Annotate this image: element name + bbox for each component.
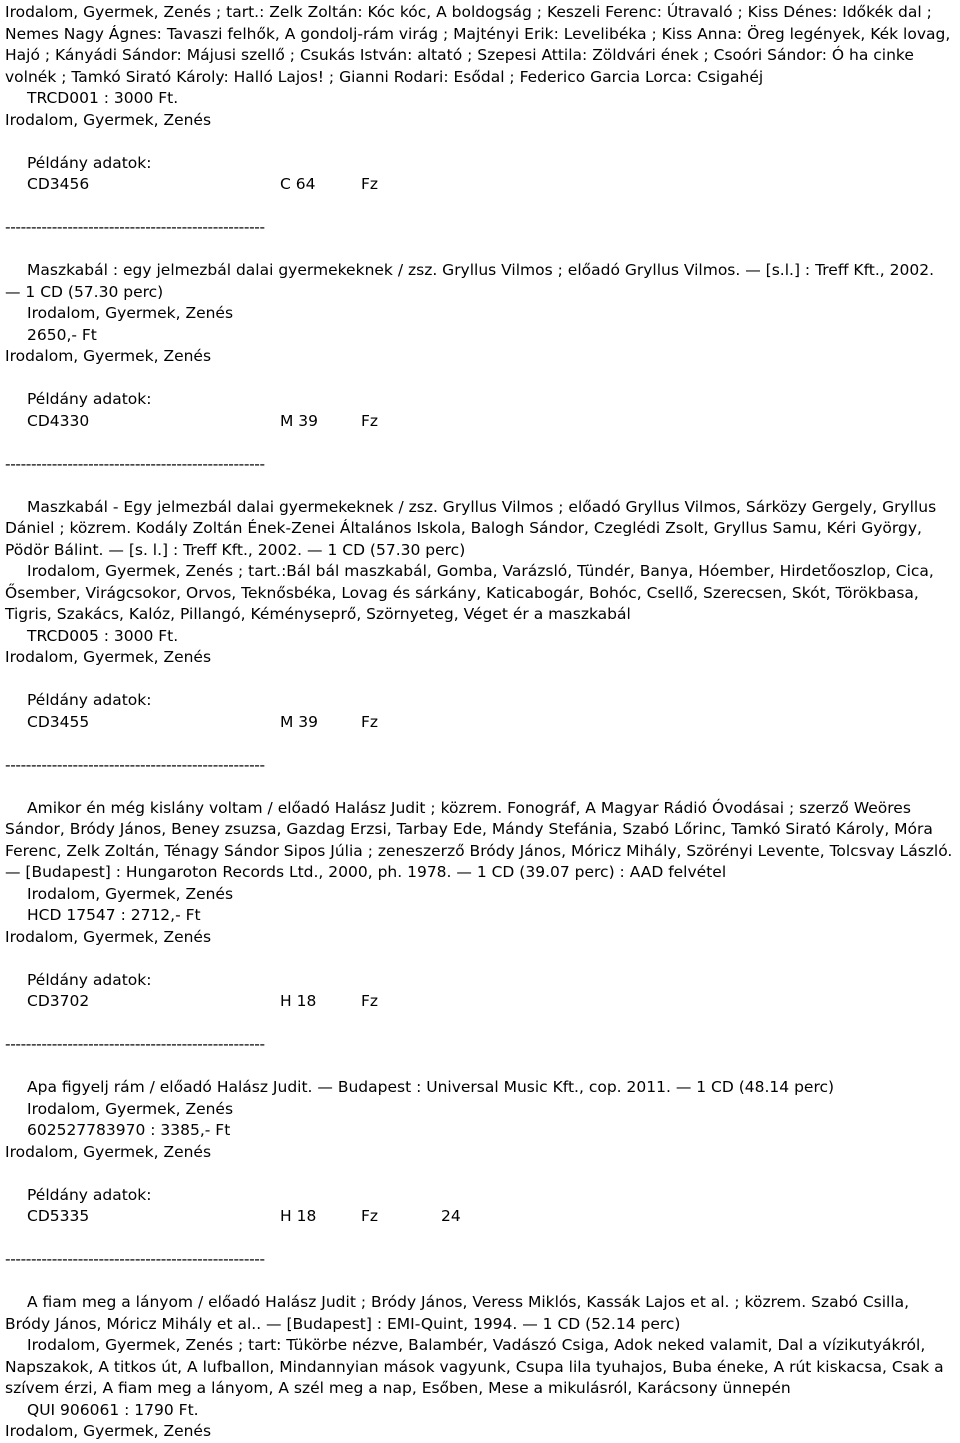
- record-subject: Irodalom, Gyermek, Zenés: [5, 648, 212, 666]
- record-contents: Irodalom, Gyermek, Zenés: [27, 304, 234, 322]
- record-contents: Irodalom, Gyermek, Zenés ; tart.: Zelk Zoltán: Kóc kóc, A boldogság ; Keszeli Ferenc: Útravaló ; Kiss Dénes: Időkék dal ; Nemes Nagy Ágnes: Tavaszi felhők, A gondolj-rám virág ; Majtényi Erik: Levelibéka ; Kiss Anna: Öreg legények, Kék lovag, Hajó ; Kányádi Sándor: Májusi szellő ; Csukás István: altató ; Szepesi Attila: Zöldvári ének ; Csoóri Sándor: Ó ha cinke volnék ; Tamkó Sirató Károly: Halló Lajos! ; Gianni Rodari: Esődal ; Federico Garcia Lorca: Csigahéj: [5, 3, 951, 86]
- copy-data-label: Példány adatok:: [27, 691, 152, 709]
- record-contents: Irodalom, Gyermek, Zenés: [27, 1099, 234, 1118]
- copy-location: Fz: [361, 992, 379, 1010]
- record-contents: Irodalom, Gyermek, Zenés: [27, 884, 234, 903]
- copy-id: CD4330: [27, 411, 90, 430]
- record-subject: Irodalom, Gyermek, Zenés: [5, 1422, 212, 1440]
- catalog-record: [5, 1292, 953, 1443]
- catalog-record: [5, 798, 953, 1078]
- record-title: Amikor én még kislány voltam / előadó Halász Judit ; közrem. Fonográf, A Magyar Rádió Óvodásai ; szerző Weöres Sándor, Bródy János, Beney zsuzsa, Gazdag Erzsi, Tarbay Ede, Mándy Stefánia, Szabó Lőrinc, Tamkó Sirató Károly, Móra Ferenc, Zelk Zoltán, Ténagy Sándor Sipos Júlia ; zeneszerző Bródy János, Móricz Mihály, Szörényi Levente, Tolcsvay László. — [Budapest] : Hungaroton Records Ltd., 2000, ph. 1978. — 1 CD (39.07 perc) : AAD felvétel: [5, 798, 953, 881]
- copy-row: [5, 174, 953, 196]
- record-separator: --------------------------------------------------: [5, 755, 265, 774]
- record-separator: --------------------------------------------------: [5, 454, 265, 473]
- record-subject: Irodalom, Gyermek, Zenés: [5, 347, 212, 365]
- copy-data-label: Példány adatok:: [27, 1185, 152, 1204]
- copy-location: Fz: [361, 175, 379, 193]
- copy-row: [5, 712, 953, 734]
- record-title: A fiam meg a lányom / előadó Halász Judit ; Bródy János, Veress Miklós, Kassák Lajos et al. ; közrem. Szabó Csilla, Bródy János, Móricz Mihály et al.. — [Budapest] : EMI-Quint, 1994. — 1 CD (52.14 perc): [5, 1293, 910, 1333]
- record-price: 602527783970 : 3385,- Ft: [27, 1121, 231, 1139]
- copy-id: CD3456: [27, 175, 90, 193]
- copy-location: Fz: [361, 411, 379, 430]
- record-title: Maszkabál : egy jelmezbál dalai gyermekeknek / zsz. Gryllus Vilmos ; előadó Gryllus Vilmos. — [s.l.] : Treff Kft., 2002. — 1 CD (57.30 perc): [5, 261, 935, 301]
- catalog-record: [5, 260, 953, 497]
- record-contents: Irodalom, Gyermek, Zenés ; tart.:Bál bál maszkabál, Gomba, Varázsló, Tündér, Banya, Hóember, Hirdetőoszlop, Cica, Ősember, Virágcsokor, Orvos, Teknősbéka, Lovag és sárkány, Katicabogár, Bohóc, Csellő, Szerecsen, Skót, Törökbasa, Tigris, Szakács, Kalóz, Pillangó, Kéményseprő, Szörnyeteg, Véget ér a maszkabál: [5, 562, 934, 623]
- record-price: QUI 906061 : 1790 Ft.: [27, 1400, 199, 1419]
- record-separator: --------------------------------------------------: [5, 1250, 265, 1268]
- record-title: Maszkabál - Egy jelmezbál dalai gyermekeknek / zsz. Gryllus Vilmos ; előadó Gryllus Vilmos, Sárközy Gergely, Gryllus Dániel ; közrem. Kodály Zoltán Ének-Zenei Általános Iskola, Balogh Sándor, Czeglédi Zsolt, Gryllus Samu, Kéri György, Pödör Bálint. — [s. l.] : Treff Kft., 2002. — 1 CD (57.30 perc): [5, 497, 937, 559]
- copy-id: CD3455: [27, 712, 90, 731]
- record-price: TRCD001 : 3000 Ft.: [27, 89, 179, 107]
- record-subject: Irodalom, Gyermek, Zenés: [5, 110, 212, 129]
- record-price: HCD 17547 : 2712,- Ft: [27, 906, 201, 924]
- catalog-record: [5, 1077, 953, 1292]
- record-subject: Irodalom, Gyermek, Zenés: [5, 927, 212, 946]
- record-contents: Irodalom, Gyermek, Zenés ; tart: Tükörbe nézve, Balambér, Vadászó Csiga, Adok neked valamit, Dal a vízikutyákról, Napszakok, A titkos út, A lufballon, Mindannyian mások vagyunk, Csupa lila tyuhajos, Buba éneke, A rút kiskacsa, Csak a szívem érzi, A fiam meg a lányom, A szél meg a nap, Esőben, Mese a mikulásról, Karácsony ünnepén: [5, 1336, 944, 1397]
- record-separator: --------------------------------------------------: [5, 218, 265, 236]
- copy-shelfmark: M 39: [280, 712, 319, 731]
- copy-row: [5, 1206, 953, 1228]
- copy-id: CD3702: [27, 992, 90, 1010]
- copy-data-label: Példány adatok:: [27, 390, 152, 408]
- copy-data-label: Példány adatok:: [27, 153, 152, 172]
- copy-shelfmark: H 18: [280, 1207, 317, 1225]
- copy-id: CD5335: [27, 1207, 90, 1225]
- catalog-record: [5, 497, 953, 798]
- catalog-document: [5, 2, 953, 1443]
- record-title: Apa figyelj rám / előadó Halász Judit. — Budapest : Universal Music Kft., cop. 2011. — 1 CD (48.14 perc): [27, 1078, 835, 1096]
- record-price: 2650,- Ft: [27, 325, 97, 344]
- catalog-record: [5, 2, 953, 260]
- copy-shelfmark: H 18: [280, 992, 317, 1010]
- copy-extra: 24: [441, 1207, 461, 1225]
- copy-location: Fz: [361, 1207, 379, 1225]
- copy-data-label: Példány adatok:: [27, 970, 152, 989]
- record-subject: Irodalom, Gyermek, Zenés: [5, 1142, 212, 1161]
- record-separator: --------------------------------------------------: [5, 1035, 265, 1053]
- copy-shelfmark: C 64: [280, 175, 316, 193]
- record-price: TRCD005 : 3000 Ft.: [27, 626, 179, 645]
- copy-location: Fz: [361, 712, 379, 731]
- copy-row: [5, 411, 953, 433]
- copy-shelfmark: M 39: [280, 411, 319, 430]
- copy-row: [5, 991, 953, 1013]
